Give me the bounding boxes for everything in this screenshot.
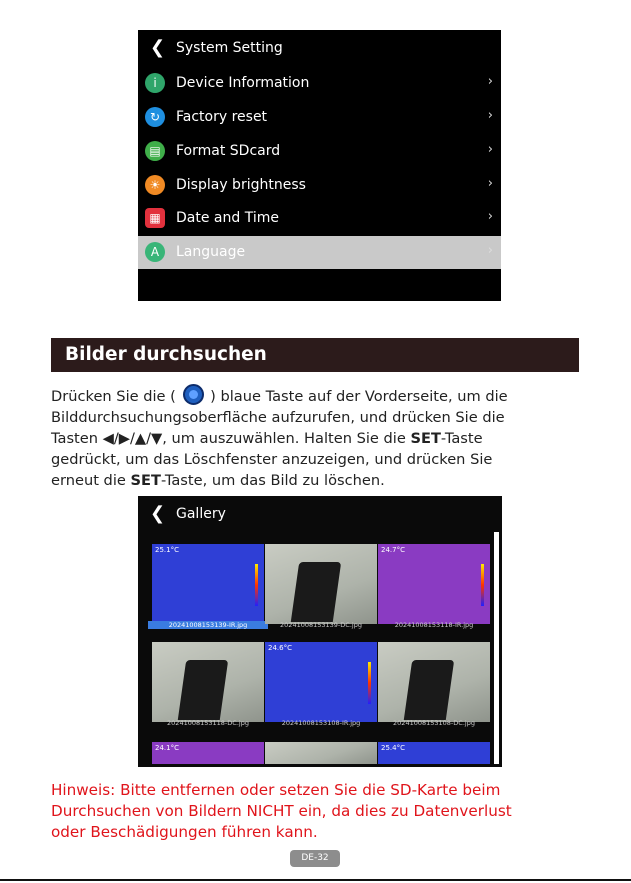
menu-item-label: Date and Time — [176, 210, 279, 226]
text-run: -Taste, um das Bild zu löschen. — [160, 472, 385, 489]
paragraph-line — [51, 470, 581, 491]
instructions-paragraph — [51, 384, 581, 491]
section-title: Bilder durchsuchen — [65, 344, 267, 365]
menu-item-label: Device Information — [176, 75, 310, 91]
gallery-filename: 20241008153118-DC.jpg — [167, 719, 249, 727]
paragraph-line: gedrückt, um das Löschfenster anzuzeigen, und drücken Sie — [51, 451, 493, 468]
sdcard-icon: ▤ — [145, 141, 165, 161]
chair-shape — [178, 660, 228, 720]
gallery-thumbnail[interactable] — [152, 642, 264, 722]
paragraph-line: Bilddurchsuchungsoberfläche aufzurufen, und drücken Sie die — [51, 409, 505, 426]
gallery-filename: 20241008153108-IR.jpg — [281, 719, 361, 727]
system-setting-title: System Setting — [176, 40, 283, 56]
menu-item-language[interactable] — [138, 236, 501, 269]
menu-item-label: Language — [176, 244, 246, 260]
gallery-filename: 20241008153139-DC.jpg — [280, 621, 362, 629]
language-icon: A — [145, 242, 165, 262]
back-arrow-icon[interactable]: ❮ — [150, 503, 166, 524]
menu-item-label: Factory reset — [176, 109, 268, 125]
gallery-thumbnail[interactable] — [265, 544, 377, 624]
text-run: erneut die — [51, 472, 131, 489]
gallery-filename: 20241008153108-DC.jpg — [393, 719, 475, 727]
gallery-thumbnail[interactable] — [152, 742, 264, 764]
system-setting-header — [138, 30, 501, 66]
menu-item-date-and-time[interactable] — [138, 202, 501, 235]
gallery-filename: 20241008153118-IR.jpg — [394, 621, 474, 629]
gallery-button-icon — [183, 384, 204, 405]
menu-item-label: Display brightness — [176, 177, 306, 193]
chevron-right-icon: › — [487, 243, 493, 258]
gallery-filename: 20241008153139-IR.jpg — [148, 621, 268, 629]
section-heading-bar — [51, 338, 579, 372]
text-run: -Taste — [440, 430, 483, 447]
menu-item-factory-reset[interactable] — [138, 101, 501, 134]
chevron-right-icon: › — [487, 209, 493, 224]
gallery-title: Gallery — [176, 506, 226, 522]
gallery-thumbnail[interactable] — [378, 742, 490, 764]
temperature-readout: 25.1°C — [155, 546, 179, 554]
notice-line: Durchsuchen von Bildern NICHT ein, da dies zu Datenverlust — [51, 802, 512, 820]
notice-line: oder Beschädigungen führen kann. — [51, 823, 318, 841]
chevron-right-icon: › — [487, 108, 493, 123]
color-scale — [255, 564, 258, 606]
text-run: Drücken Sie die ( — [51, 388, 176, 405]
temperature-readout: 24.7°C — [381, 546, 405, 554]
gallery-thumbnail[interactable] — [152, 544, 264, 624]
chevron-right-icon: › — [487, 176, 493, 191]
sun-icon: ☀ — [145, 175, 165, 195]
set-key-text: SET — [410, 430, 441, 447]
system-setting-screen — [138, 30, 501, 301]
paragraph-line — [51, 384, 581, 407]
color-scale — [481, 564, 484, 606]
gallery-scrollbar[interactable] — [494, 532, 499, 764]
chair-shape — [291, 562, 341, 622]
back-arrow-icon[interactable]: ❮ — [150, 37, 166, 58]
gallery-thumbnail[interactable] — [265, 642, 377, 722]
chevron-right-icon: › — [487, 74, 493, 89]
set-key-text: SET — [130, 472, 161, 489]
temperature-readout: 24.1°C — [155, 744, 179, 752]
info-icon: i — [145, 73, 165, 93]
page-number-badge: DE-32 — [290, 850, 340, 867]
chair-shape — [404, 660, 454, 720]
gallery-thumbnail[interactable] — [378, 642, 490, 722]
footer-divider — [0, 879, 631, 881]
color-scale — [368, 662, 371, 704]
gallery-screen — [138, 496, 502, 767]
gallery-thumbnail[interactable] — [378, 544, 490, 624]
menu-item-format-sdcard[interactable] — [138, 135, 501, 168]
menu-item-display-brightness[interactable] — [138, 169, 501, 202]
paragraph-line — [51, 428, 581, 449]
reset-icon: ↻ — [145, 107, 165, 127]
chevron-right-icon: › — [487, 142, 493, 157]
warning-notice — [51, 780, 591, 843]
notice-line: Hinweis: Bitte entfernen oder setzen Sie die SD-Karte beim — [51, 781, 501, 799]
menu-item-label: Format SDcard — [176, 143, 281, 159]
text-run: ) blaue Taste auf der Vorderseite, um die — [210, 388, 508, 405]
text-run: Tasten ◀/▶/▲/▼, um auszuwählen. Halten Sie die — [51, 430, 411, 447]
temperature-readout: 25.4°C — [381, 744, 405, 752]
gallery-thumbnail[interactable] — [265, 742, 377, 764]
temperature-readout: 24.6°C — [268, 644, 292, 652]
menu-item-device-information[interactable] — [138, 67, 501, 100]
calendar-icon: ▦ — [145, 208, 165, 228]
